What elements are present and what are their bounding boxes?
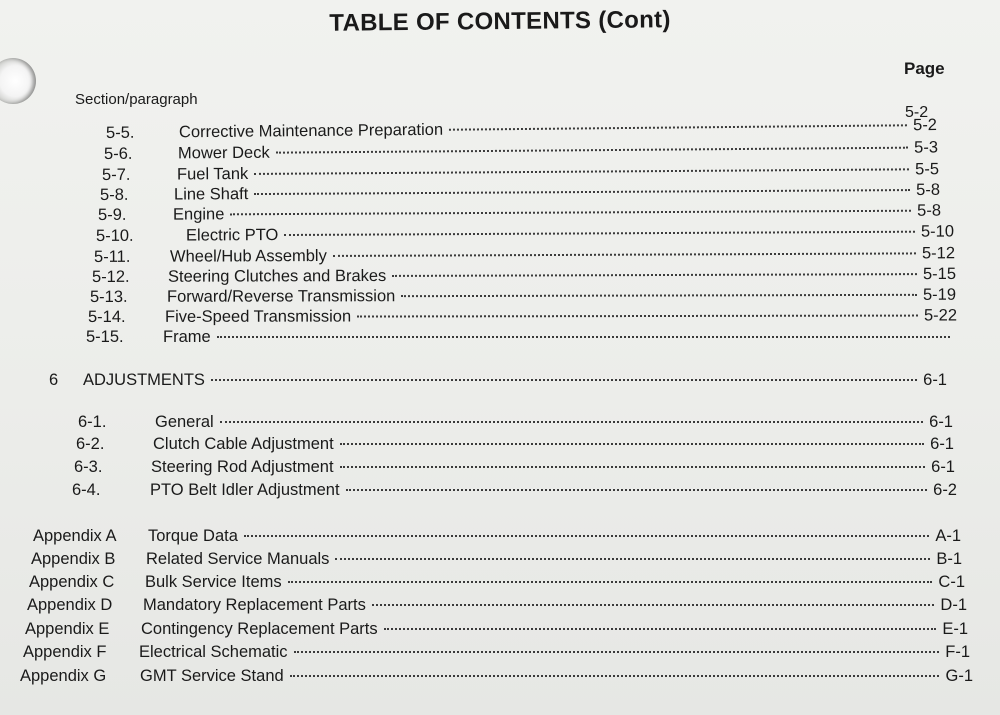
dot-leader <box>294 651 940 653</box>
toc-entry-title: Line Shaft <box>173 185 249 204</box>
toc-entry-number: Appendix A <box>33 527 117 545</box>
toc-entry-title: Electrical Schematic <box>139 643 288 661</box>
toc-entry <box>72 481 957 501</box>
toc-entry-page: A-1 <box>935 527 961 545</box>
dot-leader <box>254 168 909 175</box>
toc-entry-number: 6 <box>49 371 59 389</box>
toc-entry-page: 5-2 <box>913 116 938 135</box>
toc-entry-page: 5-8 <box>916 180 941 200</box>
toc-entry-number: Appendix F <box>23 643 107 661</box>
toc-entry-number: Appendix E <box>25 620 110 638</box>
toc-entry-title: Torque Data <box>148 527 238 545</box>
toc-appendix-entry <box>20 667 973 687</box>
toc-entry-page: D-1 <box>940 596 967 614</box>
dot-leader <box>357 315 918 318</box>
toc-entry-title: Forward/Reverse Transmission <box>166 287 396 306</box>
toc-entry-title: Five-Speed Transmission <box>164 307 352 326</box>
dot-leader <box>340 466 926 468</box>
toc-entry-title: Engine <box>172 205 225 224</box>
toc-entry-number: 5-14. <box>87 307 126 326</box>
dot-leader <box>244 535 929 537</box>
dot-leader <box>290 675 940 677</box>
toc-entry-title: Steering Rod Adjustment <box>151 458 334 476</box>
toc-entry-title: Mower Deck <box>177 143 270 163</box>
toc-entry-title: Steering Clutches and Brakes <box>167 266 387 286</box>
toc-entry-title: Fuel Tank <box>176 164 249 184</box>
dot-leader <box>220 421 923 423</box>
toc-entry-page: C-1 <box>938 573 965 591</box>
toc-entry-number: Appendix D <box>27 596 113 614</box>
toc-appendix-entry <box>25 620 968 640</box>
toc-entry-page: 5-19 <box>922 285 957 304</box>
section-column-header: Section/paragraph <box>75 91 198 108</box>
toc-entry-number: 5-8. <box>99 185 129 204</box>
dot-leader <box>217 336 950 338</box>
toc-entry-title: Wheel/Hub Assembly <box>169 246 327 266</box>
toc-entry-number: 5-15. <box>86 328 124 346</box>
toc-entry-page: 5-15 <box>922 264 957 284</box>
page-column-header: Page <box>904 59 945 78</box>
toc-appendix-entry <box>33 527 961 547</box>
toc-entry <box>78 413 953 433</box>
toc-entry-title: Electric PTO <box>185 226 279 245</box>
toc-entry <box>76 435 954 455</box>
toc-entry-page: 5-5 <box>915 160 940 179</box>
page-title: TABLE OF CONTENTS (Cont) <box>329 6 671 37</box>
toc-entry-title: Corrective Maintenance Preparation <box>178 120 444 142</box>
dot-leader <box>392 273 917 277</box>
dot-leader <box>372 604 935 606</box>
toc-entry-page: 5-10 <box>920 222 955 241</box>
toc-entry-number: 6-3. <box>74 458 103 476</box>
toc-entry-page: 5-12 <box>921 244 956 263</box>
dot-leader <box>401 294 917 297</box>
toc-section-entry <box>49 371 947 391</box>
toc-appendix-entry <box>31 550 962 570</box>
toc-entry-number: 5-7. <box>101 165 131 184</box>
toc-entry-page: E-1 <box>942 620 968 638</box>
toc-entry <box>88 306 957 328</box>
dot-leader <box>449 124 907 130</box>
toc-entry-page: 6-1 <box>930 435 954 453</box>
page-number: 5-2 <box>905 104 929 121</box>
toc-entry-number: 5-12. <box>91 267 130 286</box>
dot-leader <box>346 489 928 491</box>
toc-entry-title: Contingency Replacement Parts <box>141 620 378 638</box>
toc-entry-page: G-1 <box>945 667 973 685</box>
toc-entry-number: 5-13. <box>89 287 128 306</box>
toc-entry <box>92 265 956 288</box>
dot-leader <box>288 581 933 583</box>
dot-leader <box>230 210 911 216</box>
toc-entry-number: Appendix B <box>31 550 116 568</box>
dot-leader <box>335 558 930 560</box>
toc-entry <box>96 223 954 247</box>
toc-entry-number: 6-2. <box>76 435 105 453</box>
toc-entry-page: 5-3 <box>914 138 939 157</box>
toc-entry-title: Related Service Manuals <box>146 550 330 568</box>
toc-entry-number: Appendix G <box>20 667 107 685</box>
toc-entry-number: Appendix C <box>29 573 115 591</box>
toc-appendix-entry <box>29 573 965 593</box>
toc-entry <box>74 458 955 478</box>
toc-appendix-entry <box>27 596 967 616</box>
toc-entry-number: 6-1. <box>78 413 107 431</box>
toc-entry-number: 5-10. <box>95 226 134 245</box>
toc-entry-number: 5-5. <box>105 123 135 142</box>
toc-entry-title: PTO Belt Idler Adjustment <box>150 481 340 499</box>
toc-entry-title: ADJUSTMENTS <box>83 371 205 389</box>
toc-entry-page: 5-8 <box>917 201 942 220</box>
dot-leader <box>333 252 916 257</box>
toc-entry-page: 5-22 <box>923 306 958 325</box>
toc-entry-page: B-1 <box>936 550 962 568</box>
toc-appendix-entry <box>23 643 970 663</box>
toc-entry-page: 6-1 <box>929 413 953 431</box>
toc-entry-page: F-1 <box>945 643 970 661</box>
toc-entry-title: Bulk Service Items <box>145 573 282 591</box>
toc-entry-title: Mandatory Replacement Parts <box>143 596 366 614</box>
toc-entry <box>86 328 956 348</box>
toc-entry-page: 6-1 <box>931 458 955 476</box>
dot-leader <box>254 189 910 195</box>
dot-leader <box>284 231 915 236</box>
toc-entry-title: GMT Service Stand <box>140 667 284 685</box>
toc-entry <box>90 286 956 308</box>
toc-entry-number: 5-6. <box>103 144 133 163</box>
dot-leader <box>340 443 924 445</box>
toc-entry <box>94 244 955 268</box>
toc-entry-title: Frame <box>163 328 211 346</box>
dot-leader <box>276 147 908 154</box>
toc-entry-title: Clutch Cable Adjustment <box>153 435 334 453</box>
dot-leader <box>211 379 917 381</box>
toc-entry-number: 6-4. <box>72 481 101 499</box>
toc-entry-number: 5-11. <box>93 247 131 266</box>
toc-entry-page: 6-1 <box>923 371 947 389</box>
toc-entry-number: 5-9. <box>97 205 127 224</box>
toc-entry-page: 6-2 <box>933 481 957 499</box>
dot-leader <box>384 628 937 630</box>
binder-punch-hole <box>0 58 36 104</box>
toc-entry-title: General <box>155 413 214 431</box>
